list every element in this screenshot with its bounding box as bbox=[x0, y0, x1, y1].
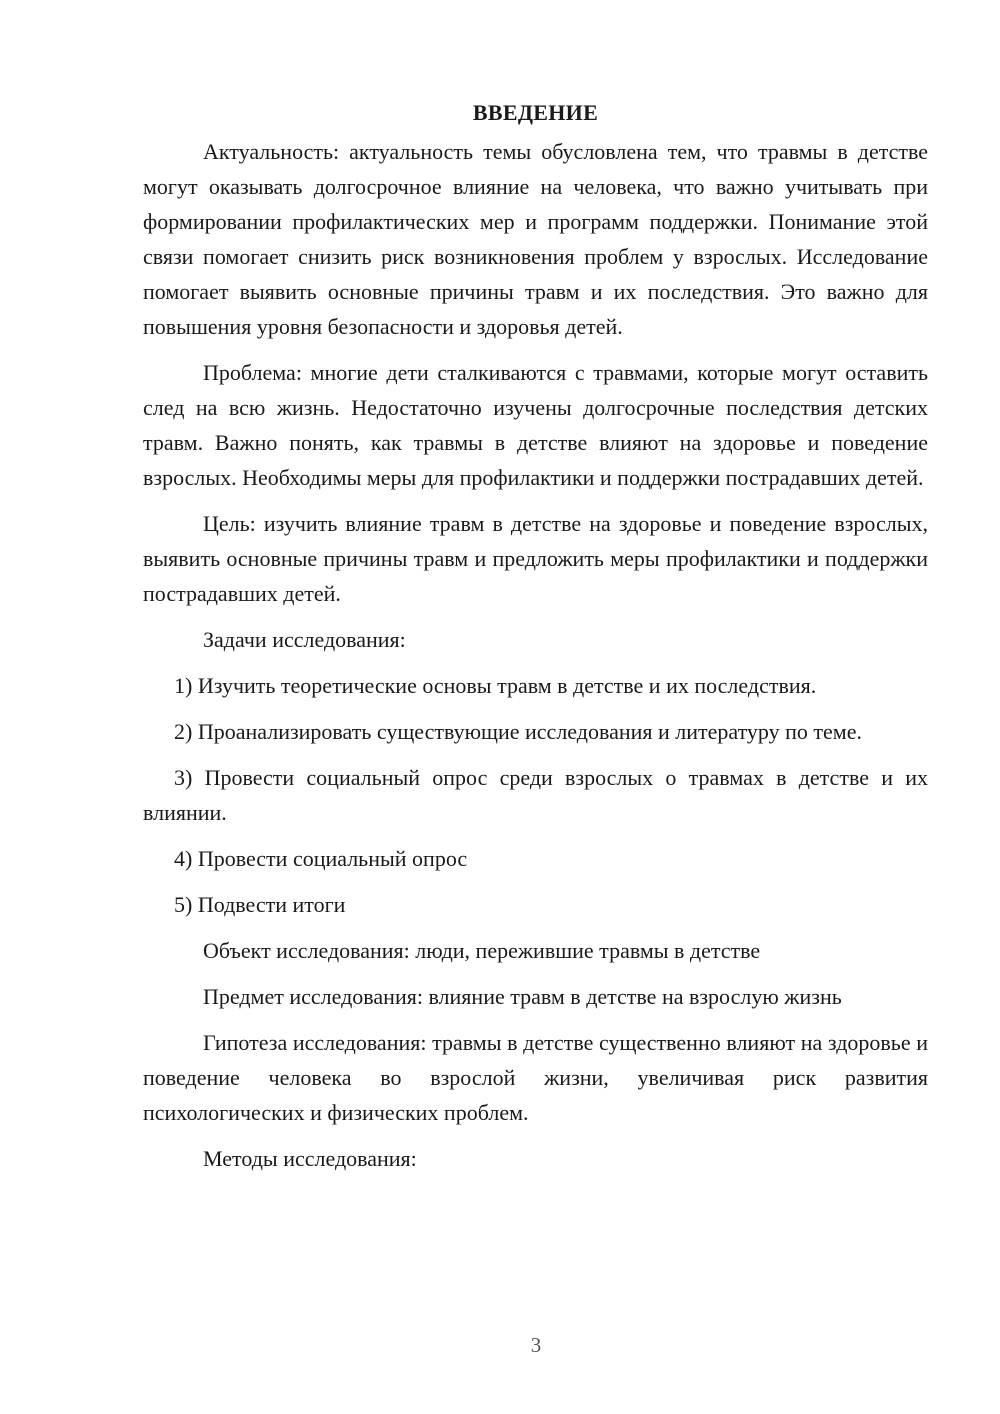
task-item-3: 3) Провести социальный опрос среди взрослых о травмах в детстве и их влиянии. bbox=[143, 765, 928, 825]
page-content bbox=[143, 95, 928, 1187]
paragraph-goal: Цель: изучить влияние травм в детстве на здоровье и поведение взрослых, выявить основные причины травм и предложить меры профилактики и поддержки пострадавших детей. bbox=[143, 511, 928, 606]
methods-heading: Методы исследования: bbox=[203, 1146, 417, 1171]
paragraph-object: Объект исследования: люди, пережившие травмы в детстве bbox=[203, 938, 761, 963]
tasks-heading: Задачи исследования: bbox=[203, 627, 406, 652]
paragraph-hypothesis: Гипотеза исследования: травмы в детстве существенно влияют на здоровье и поведение человека во взрослой жизни, увеличивая риск развития психологических и физических проблем. bbox=[143, 1030, 928, 1125]
task-item-4: 4) Провести социальный опрос bbox=[174, 846, 468, 871]
page-number: 3 bbox=[530, 1333, 542, 1357]
section-title: ВВЕДЕНИЕ bbox=[472, 100, 599, 125]
paragraph-relevance: Актуальность: актуальность темы обусловлена тем, что травмы в детстве могут оказывать долгосрочное влияние на человека, что важно учитывать при формировании профилактических мер и программ поддержки. Понимание этой связи помогает снизить риск возникновения проблем у взрослых. Исследование помогает выявить основные причины травм и их последствия. Это важно для повышения уровня безопасности и здоровья детей. bbox=[143, 139, 928, 339]
task-item-1: 1) Изучить теоретические основы травм в детстве и их последствия. bbox=[174, 673, 817, 698]
task-item-5: 5) Подвести итоги bbox=[174, 892, 346, 917]
paragraph-subject: Предмет исследования: влияние травм в детстве на взрослую жизнь bbox=[203, 984, 842, 1009]
task-item-2: 2) Проанализировать существующие исследования и литературу по теме. bbox=[174, 719, 862, 744]
paragraph-problem: Проблема: многие дети сталкиваются с травмами, которые могут оставить след на всю жизнь. Недостаточно изучены долгосрочные последствия детских травм. Важно понять, как травмы в детстве влияют на здоровье и поведение взрослых. Необходимы меры для профилактики и поддержки пострадавших детей. bbox=[143, 360, 928, 490]
